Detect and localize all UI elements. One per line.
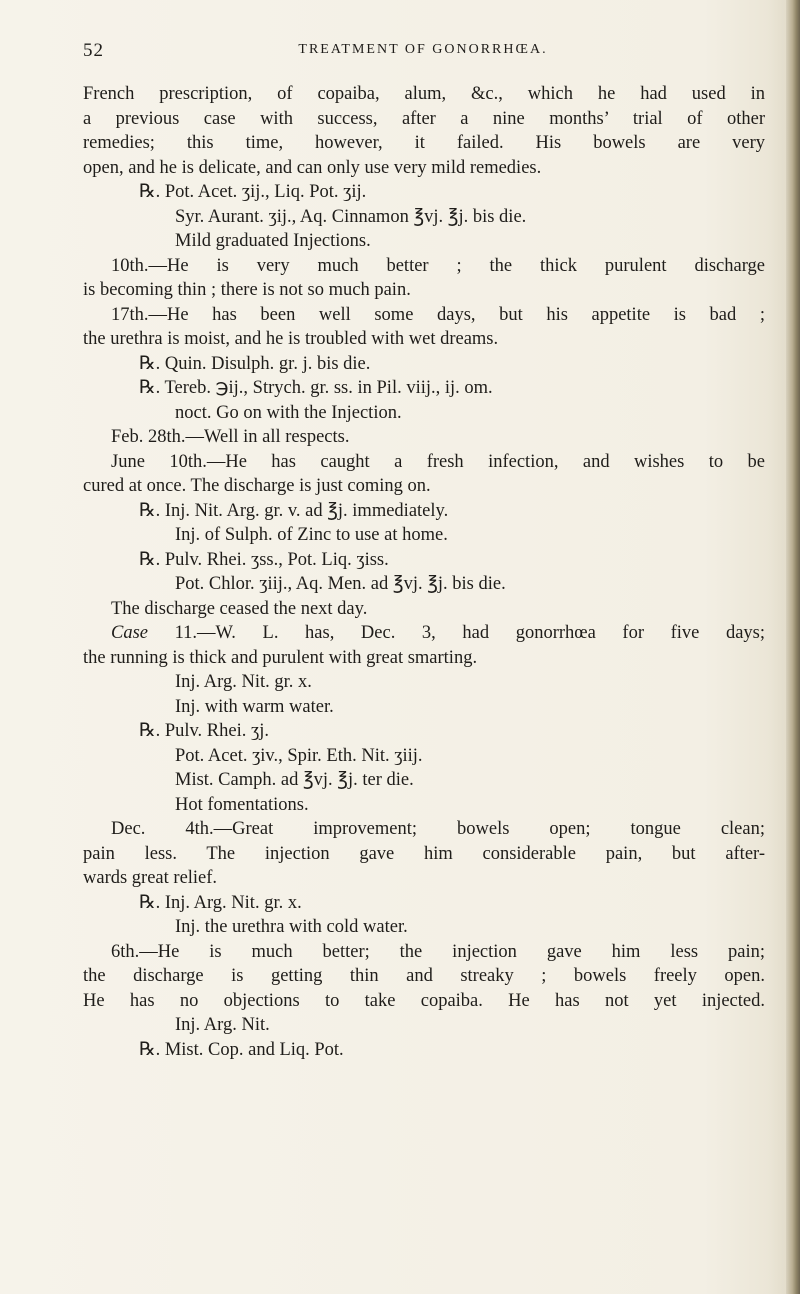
text-line: wards great relief. [83,868,218,888]
text-line: ℞. Inj. Arg. Nit. gr. x. [139,892,302,913]
page-number: 52 [83,40,104,61]
text-line: Inj. with warm water. [175,696,334,717]
text-line: pain less. The injection gave him considerable pain, but after- [83,843,765,864]
text-line: ℞. Mist. Cop. and Liq. Pot. [139,1039,344,1060]
text-line: The discharge ceased the next day. [111,598,368,619]
text-line: is becoming thin ; there is not so much pain. [83,280,411,300]
text-line: ℞. Pot. Acet. ʒij., Liq. Pot. ʒij. [139,182,367,202]
text-line: June 10th.—He has caught a fresh infection, and wishes to be [111,451,765,472]
text-line: open, and he is delicate, and can only use very mild remedies. [83,157,542,178]
text-line: the urethra is moist, and he is troubled with wet dreams. [83,329,499,349]
text-line: Pot. Chlor. ʒiij., Aq. Men. ad ℥vj. ℥j. bis die. [175,574,506,594]
body-text [83,82,765,1062]
text-line: 10th.—He is very much better ; the thick purulent discharge [111,255,765,276]
text-line: noct. Go on with the Injection. [175,402,402,423]
text-line: Inj. of Sulph. of Zinc to use at home. [175,525,448,545]
text-line: Case 11.—W. L. has, Dec. 3, had gonorrhœa for five days; [111,623,765,643]
text-line: Mild graduated Injections. [175,231,371,251]
text-line: Feb. 28th.—Well in all respects. [111,427,350,447]
text-line: 6th.—He is much better; the injection gave him less pain; [111,941,765,962]
text-line: remedies; this time, however, it failed. His bowels are very [83,133,765,153]
text-line: Pot. Acet. ʒiv., Spir. Eth. Nit. ʒiij. [175,745,423,766]
text-line: ℞. Tereb. ℈ij., Strych. gr. ss. in Pil. viij., ij. om. [139,378,493,398]
page-header [83,40,763,66]
text-line: the running is thick and purulent with great smarting. [83,647,478,668]
text-line: Mist. Camph. ad ℥vj. ℥j. ter die. [175,770,414,790]
case-label: Case [111,623,148,643]
text-line: ℞. Pulv. Rhei. ʒss., Pot. Liq. ʒiss. [139,549,389,570]
text-line: French prescription, of copaiba, alum, &c., which he had used in [83,84,765,104]
text-line: a previous case with success, after a nine months’ trial of other [83,108,765,129]
text-line: ℞. Quin. Disulph. gr. j. bis die. [139,353,371,374]
text-line: Inj. Arg. Nit. gr. x. [175,672,312,692]
text-line: He has no objections to take copaiba. He has not yet injected. [83,990,765,1011]
running-head: TREATMENT OF GONORRHŒA. [298,42,548,57]
text-line: Hot fomentations. [175,794,309,815]
page-edge [786,0,800,1294]
text-line: ℞. Pulv. Rhei. ʒj. [139,721,269,741]
text-line: Inj. the urethra with cold water. [175,917,408,937]
text-line: cured at once. The discharge is just coming on. [83,476,431,496]
text-line: Syr. Aurant. ʒij., Aq. Cinnamon ℥vj. ℥j. bis die. [175,206,527,227]
text-line: Dec. 4th.—Great improvement; bowels open; tongue clean; [111,819,765,839]
text-line: Inj. Arg. Nit. [175,1015,270,1035]
text-line: ℞. Inj. Nit. Arg. gr. v. ad ℥j. immediately. [139,500,449,521]
text-line: 17th.—He has been well some days, but his appetite is bad ; [111,304,765,325]
text-line: the discharge is getting thin and streaky ; bowels freely open. [83,966,765,986]
